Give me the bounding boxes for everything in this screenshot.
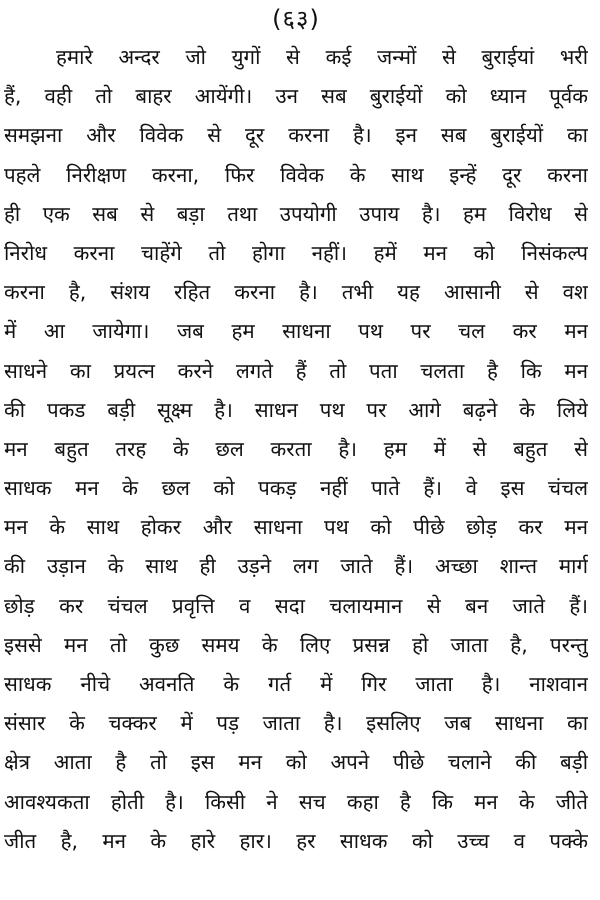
text-line: की उड़ान के साथ ही उड़ने लग जाते हैं। अच्छा शान्त मार्ग — [4, 554, 588, 579]
text-line: साधक मन के छल को पकड़ नहीं पाते हैं। वे इस चंचल — [4, 476, 588, 501]
page-number: (६३) — [272, 5, 320, 33]
text-line: पहले निरीक्षण करना, फिर विवेक के साथ इन्हें दूर करना — [4, 162, 588, 187]
text-line: हमारे अन्दर जो युगों से कई जन्मों से बुराईयां भरी — [56, 45, 588, 69]
text-line: आवश्यकता होती है। किसी ने सच कहा है कि मन के जीते — [4, 789, 588, 814]
body-text — [4, 38, 588, 861]
text-line: हैं, वही तो बाहर आयेंगी। उन सब बुराईयों को ध्यान पूर्वक — [4, 84, 588, 109]
text-line: की पकड बड़ी सूक्ष्म है। साधन पथ पर आगे बढ़ने के लिये — [4, 397, 588, 422]
text-line: में आ जायेगा। जब हम साधना पथ पर चल कर मन — [4, 319, 588, 344]
text-line: छोड़ कर चंचल प्रवृत्ति व सदा चलायमान से बन जाते हैं। — [4, 593, 588, 618]
text-line: साधक नीचे अवनति के गर्त में गिर जाता है। नाशवान — [4, 672, 588, 696]
text-line: इससे मन तो कुछ समय के लिए प्रसन्न हो जाता है, परन्तु — [4, 632, 588, 657]
text-line: निरोध करना चाहेंगे तो होगा नहीं। हमें मन को निसंकल्प — [4, 240, 588, 265]
text-line: समझना और विवेक से दूर करना है। इन सब बुराईयों का — [4, 123, 588, 148]
text-line: मन बहुत तरह के छल करता है। हम में से बहुत से — [4, 436, 588, 461]
text-line: करना है, संशय रहित करना है। तभी यह आसानी से वश — [4, 280, 588, 305]
text-line: क्षेत्र आता है तो इस मन को अपने पीछे चलाने की बड़ी — [4, 750, 588, 775]
text-line: मन के साथ होकर और साधना पथ को पीछे छोड़ कर मन — [4, 515, 588, 540]
text-line: संसार के चक्कर में पड़ जाता है। इसलिए जब साधना का — [4, 711, 588, 736]
text-line: जीत है, मन के हारे हार। हर साधक को उच्च व पक्के — [4, 828, 588, 853]
text-line: ही एक सब से बड़ा तथा उपयोगी उपाय है। हम विरोध से — [4, 201, 588, 226]
text-line: साधने का प्रयत्न करने लगते हैं तो पता चलता है कि मन — [4, 358, 588, 383]
